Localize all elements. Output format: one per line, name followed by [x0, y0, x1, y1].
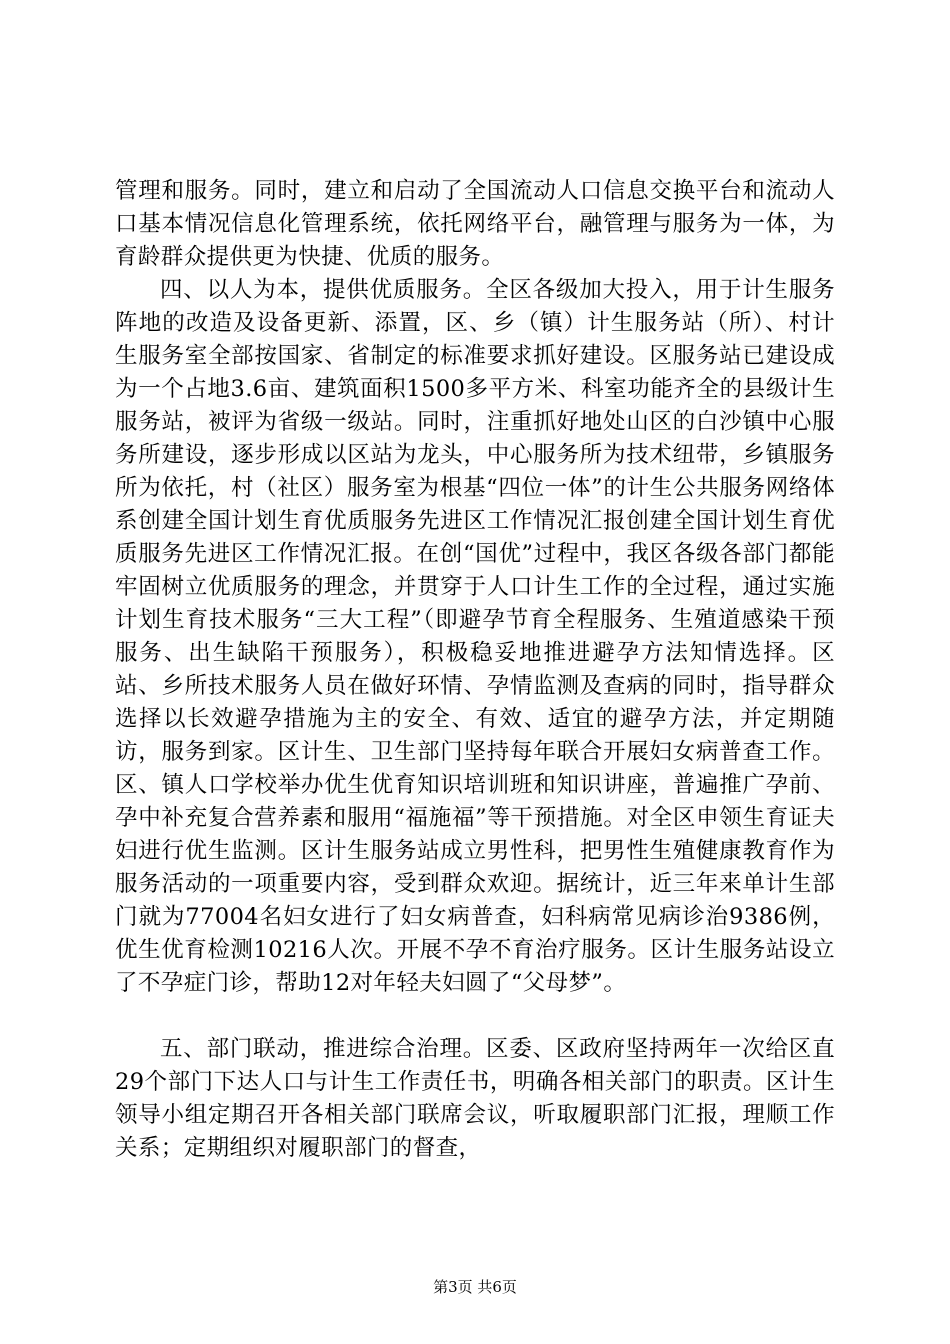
page-footer [0, 1277, 950, 1297]
document-body [115, 175, 835, 1165]
paragraph-section-four: 四、以人为本，提供优质服务。全区各级加大投入，用于计生服务阵地的改造及设备更新、添置，区、乡（镇）计生服务站（所）、村计生服务室全部按国家、省制定的标准要求抓好建设。区服务站已建设成为一个占地3.6亩、建筑面积1500多平方米、科室功能齐全的县级计生服务站，被评为省级一级站。同时，注重抓好地处山区的白沙镇中心服务所建设，逐步形成以区站为龙头，中心服务所为技术纽带，乡镇服务所为依托，村（社区）服务室为根基“四位一体”的计生公共服务网络体系创建全国计划生育优质服务先进区工作情况汇报创建全国计划生育优质服务先进区工作情况汇报。在创“国优”过程中，我区各级各部门都能牢固树立优质服务的理念，并贯穿于人口计生工作的全过程，通过实施计划生育技术服务“三大工程”（即避孕节育全程服务、生殖道感染干预服务、出生缺陷干预服务），积极稳妥地推进避孕方法知情选择。区站、乡所技术服务人员在做好环情、孕情监测及查病的同时，指导群众选择以长效避孕措施为主的安全、有效、适宜的避孕方法，并定期随访，服务到家。区计生、卫生部门坚持每年联合开展妇女病普查工作。区、镇人口学校举办优生优育知识培训班和知识讲座，普遍推广孕前、孕中补充复合营养素和服用“福施福”等干预措施。对全区申领生育证夫妇进行优生监测。区计生服务站成立男性科，把男性生殖健康教育作为服务活动的一项重要内容，受到群众欢迎。据统计，近三年来单计生部门就为77004名妇女进行了妇女病普查，妇科病常见病诊治9386例，优生优育检测10216人次。开展不孕不育治疗服务。区计生服务站设立了不孕症门诊，帮助12对年轻夫妇圆了“父母梦”。 [115, 277, 835, 996]
paragraph-continuation: 管理和服务。同时，建立和启动了全国流动人口信息交换平台和流动人口基本情况信息化管理系统，依托网络平台，融管理与服务为一体，为育龄群众提供更为快捷、优质的服务。 [115, 178, 835, 270]
paragraph-section-five: 五、部门联动，推进综合治理。区委、区政府坚持两年一次给区直29个部门下达人口与计生工作责任书，明确各相关部门的职责。区计生领导小组定期召开各相关部门联席会议，听取履职部门汇报，理顺工作关系；定期组织对履职部门的督查， [115, 1036, 835, 1161]
page-number-label: 第3页 共6页 [433, 1278, 517, 1296]
